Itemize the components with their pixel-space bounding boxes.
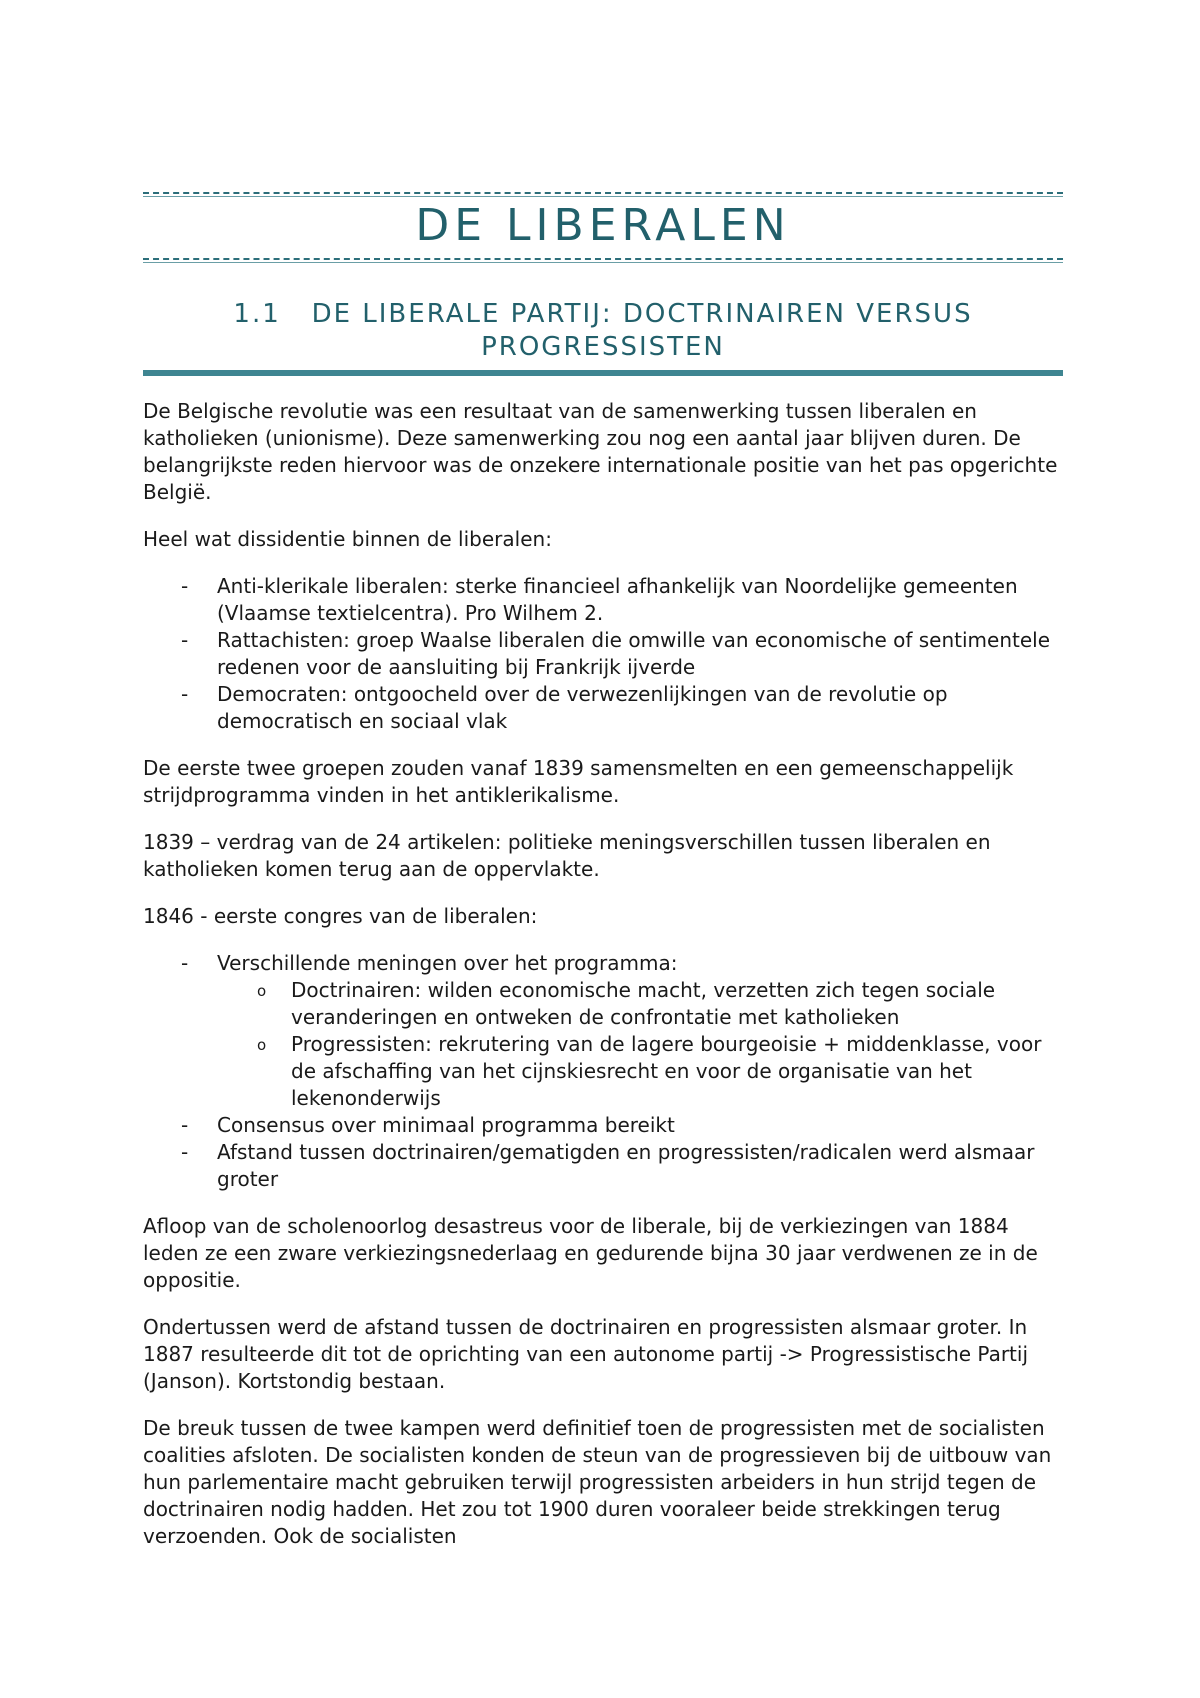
sub-list-item-text: Progressisten: rekrutering van de lagere bourgeoisie + middenklasse, voor de afschaffing van het cijnskiesrecht en voor de organisatie van het lekenonderwijs: [291, 1032, 1042, 1110]
document-title: DE LIBERALEN: [415, 200, 791, 251]
list-item: [143, 573, 1063, 627]
congress-list: [143, 950, 1063, 1193]
list-item: [143, 627, 1063, 681]
dash-marker: -: [181, 628, 189, 652]
dash-marker: -: [181, 1113, 189, 1137]
list-item: [143, 1139, 1063, 1193]
paragraph-5: 1846 - eerste congres van de liberalen:: [143, 904, 538, 928]
list-item-text: Rattachisten: groep Waalse liberalen die omwille van economische of sentimentele redenen voor de aansluiting bij Frankrijk ijverde: [217, 628, 1051, 679]
list-item-text: Consensus over minimaal programma bereikt: [217, 1113, 675, 1137]
section-heading: [143, 298, 1063, 364]
paragraph-3: De eerste twee groepen zouden vanaf 1839 samensmelten en een gemeenschappelijk strijdprogramma vinden in het antiklerikalisme.: [143, 756, 1014, 807]
section-rule: [143, 370, 1063, 376]
circle-marker: o: [257, 1036, 267, 1054]
list-item: [143, 681, 1063, 735]
list-item: [143, 950, 1063, 1112]
paragraph-2: Heel wat dissidentie binnen de liberalen:: [143, 527, 552, 551]
paragraph-4: 1839 – verdrag van de 24 artikelen: politieke meningsverschillen tussen liberalen en katholieken komen terug aan de oppervlakte.: [143, 830, 991, 881]
list-item-text: Democraten: ontgoocheld over de verwezenlijkingen van de revolutie op democratisch en sociaal vlak: [217, 682, 948, 733]
title-block: [143, 190, 1063, 262]
paragraph-6: Afloop van de scholenoorlog desastreus voor de liberale, bij de verkiezingen van 1884 leden ze een zware verkiezingsnederlaag en gedurende bijna 30 jaar verdwenen ze in de oppositie.: [143, 1214, 1038, 1292]
list-item-text: Afstand tussen doctrinairen/gematigden en progressisten/radicalen werd alsmaar groter: [217, 1140, 1035, 1191]
list-item-text: Verschillende meningen over het programma:: [217, 951, 678, 975]
list-item-text: Anti-klerikale liberalen: sterke financieel afhankelijk van Noordelijke gemeenten (Vlaamse textielcentra). Pro Wilhem 2.: [217, 574, 1018, 625]
dash-marker: -: [181, 574, 189, 598]
dash-marker: -: [181, 951, 189, 975]
title-top-rule: [143, 192, 1063, 194]
dissidence-list: [143, 573, 1063, 735]
paragraph-7: Ondertussen werd de afstand tussen de doctrinairen en progressisten alsmaar groter. In 1887 resulteerde dit tot de oprichting van een autonome partij -> Progressistische Partij (Janson). Kortstondig bestaan.: [143, 1315, 1028, 1393]
document-page: [143, 190, 1063, 1550]
sub-list: [217, 977, 1063, 1112]
circle-marker: o: [257, 982, 267, 1000]
dash-marker: -: [181, 682, 189, 706]
title-top-rule-thin: [143, 196, 1063, 197]
section-heading-text: DE LIBERALE PARTIJ: DOCTRINAIREN VERSUS PROGRESSISTEN: [311, 299, 973, 362]
list-item: [143, 1112, 1063, 1139]
title-bottom-rule: [143, 258, 1063, 260]
title-bottom-rule-thin: [143, 262, 1063, 263]
paragraph-8: De breuk tussen de twee kampen werd definitief toen de progressisten met de socialisten coalities afsloten. De socialisten konden de steun van de progressieven bij de uitbouw van hun parlementaire macht gebruiken terwijl progressisten arbeiders in hun strijd tegen de doctrinairen nodig hadden. Het zou tot 1900 duren vooraleer beide strekkingen terug verzoenden. Ook de socialisten: [143, 1416, 1052, 1548]
sub-list-item-text: Doctrinairen: wilden economische macht, verzetten zich tegen sociale veranderingen en ontweken de confrontatie met katholieken: [291, 978, 996, 1029]
section-number: 1.1: [233, 299, 281, 329]
sub-list-item: [217, 1031, 1063, 1112]
sub-list-item: [217, 977, 1063, 1031]
paragraph-1: De Belgische revolutie was een resultaat van de samenwerking tussen liberalen en katholieken (unionisme). Deze samenwerking zou nog een aantal jaar blijven duren. De belangrijkste reden hiervoor was de onzekere internationale positie van het pas opgerichte België.: [143, 399, 1058, 504]
dash-marker: -: [181, 1140, 189, 1164]
